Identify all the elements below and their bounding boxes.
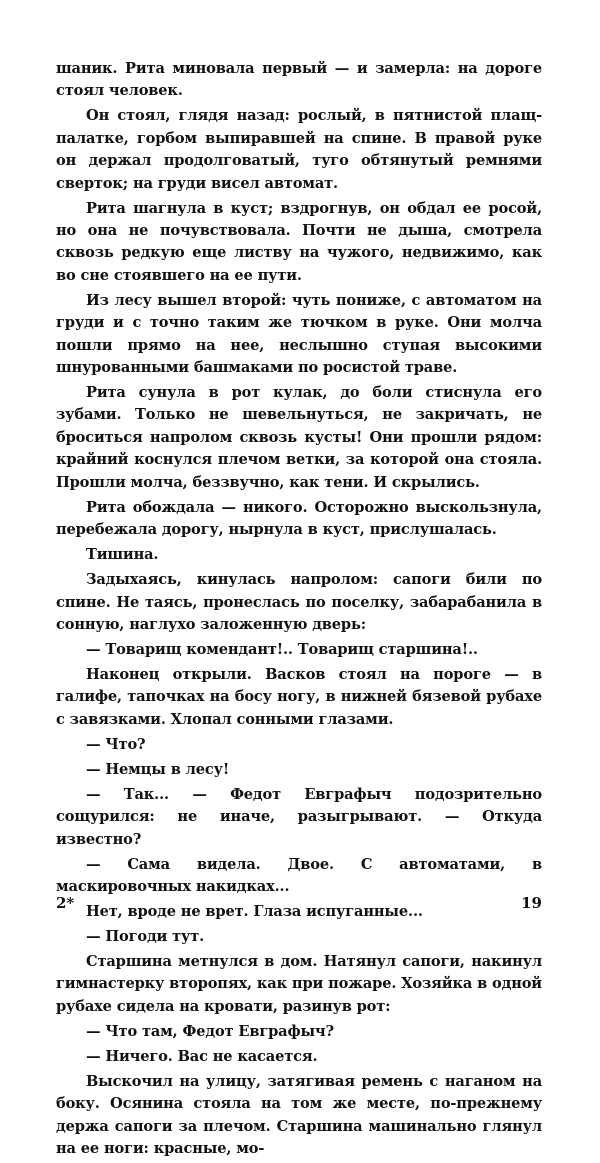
paragraph: Тишина. [86, 546, 159, 564]
dialogue-line: — Что? [86, 735, 146, 753]
paragraph: Выскочил на улицу, затягивая ремень с наганом на боку. Осянина стояла на том же месте, по-прежнему держа сапоги за плечом. Старшина машинально глянул на ее ноги: красные, мо- [56, 1072, 542, 1157]
paragraph: Старшина метнулся в дом. Натянул сапоги, накинул гимнастерку второпях, как при пожаре. Хозяйка в одной рубахе сидела на кровати, разинув рот: [56, 952, 542, 1015]
paragraph: Он стоял, глядя назад: рослый, в пятнистой плащ-палатке, горбом выпиравшей на спине. В правой руке он держал продолговатый, туго обтянутый ремнями сверток; на груди висел автомат. [56, 107, 542, 192]
page-footer [56, 894, 542, 918]
dialogue-line: — Что там, Федот Евграфыч? [86, 1022, 334, 1040]
paragraph: Нет, вроде не врет. Глаза испуганные... [86, 902, 423, 920]
page-number: 19 [521, 894, 542, 912]
paragraph: Рита сунула в рот кулак, до боли стиснула его зубами. Только не шевельнуться, не закричать, не броситься напролом сквозь кусты! Они прошли рядом: крайний коснулся плечом ветки, за которой она стояла. Прошли молча, беззвучно, как тени. И скрылись. [56, 384, 542, 491]
dialogue-line: — Так... — Федот Евграфыч подозрительно сощурился: не иначе, разыгрывают. — Откуда известно? [56, 785, 542, 848]
book-page-text [56, 58, 542, 1163]
dialogue-line: — Немцы в лесу! [86, 760, 230, 778]
paragraph: Рита шагнула в куст; вздрогнув, он обдал ее росой, но она не почувствовала. Почти не дыша, смотрела сквозь редкую еще листву на чужого, недвижимо, как во сне стоявшего на ее пути. [56, 199, 542, 284]
dialogue-line: — Товарищ комендант!.. Товарищ старшина!.. [86, 640, 478, 658]
dialogue-line: — Ничего. Вас не касается. [86, 1047, 318, 1065]
paragraph: Задыхаясь, кинулась напролом: сапоги били по спине. Не таясь, пронеслась по поселку, забарабанила в сонную, наглухо заложенную дверь: [56, 571, 542, 633]
dialogue-line: — Сама видела. Двое. С автоматами, в маскировочных накидках... [56, 855, 542, 895]
paragraph: Из лесу вышел второй: чуть пониже, с автоматом на груди и с точно таким же тючком в руке. Они молча пошли прямо на нее, неслышно ступая высокими шнурованными башмаками по росистой траве. [56, 291, 542, 377]
printer-signature-mark: 2* [56, 894, 75, 912]
paragraph: Наконец открыли. Васков стоял на пороге — в галифе, тапочках на босу ногу, в нижней бязевой рубахе с завязками. Хлопал сонными глазами. [56, 665, 542, 728]
dialogue-line: — Погоди тут. [86, 927, 205, 945]
paragraph: шаник. Рита миновала первый — и замерла: на дороге стоял человек. [56, 60, 542, 100]
paragraph: Рита обождала — никого. Осторожно выскользнула, перебежала дорогу, нырнула в куст, прислушалась. [56, 498, 542, 539]
